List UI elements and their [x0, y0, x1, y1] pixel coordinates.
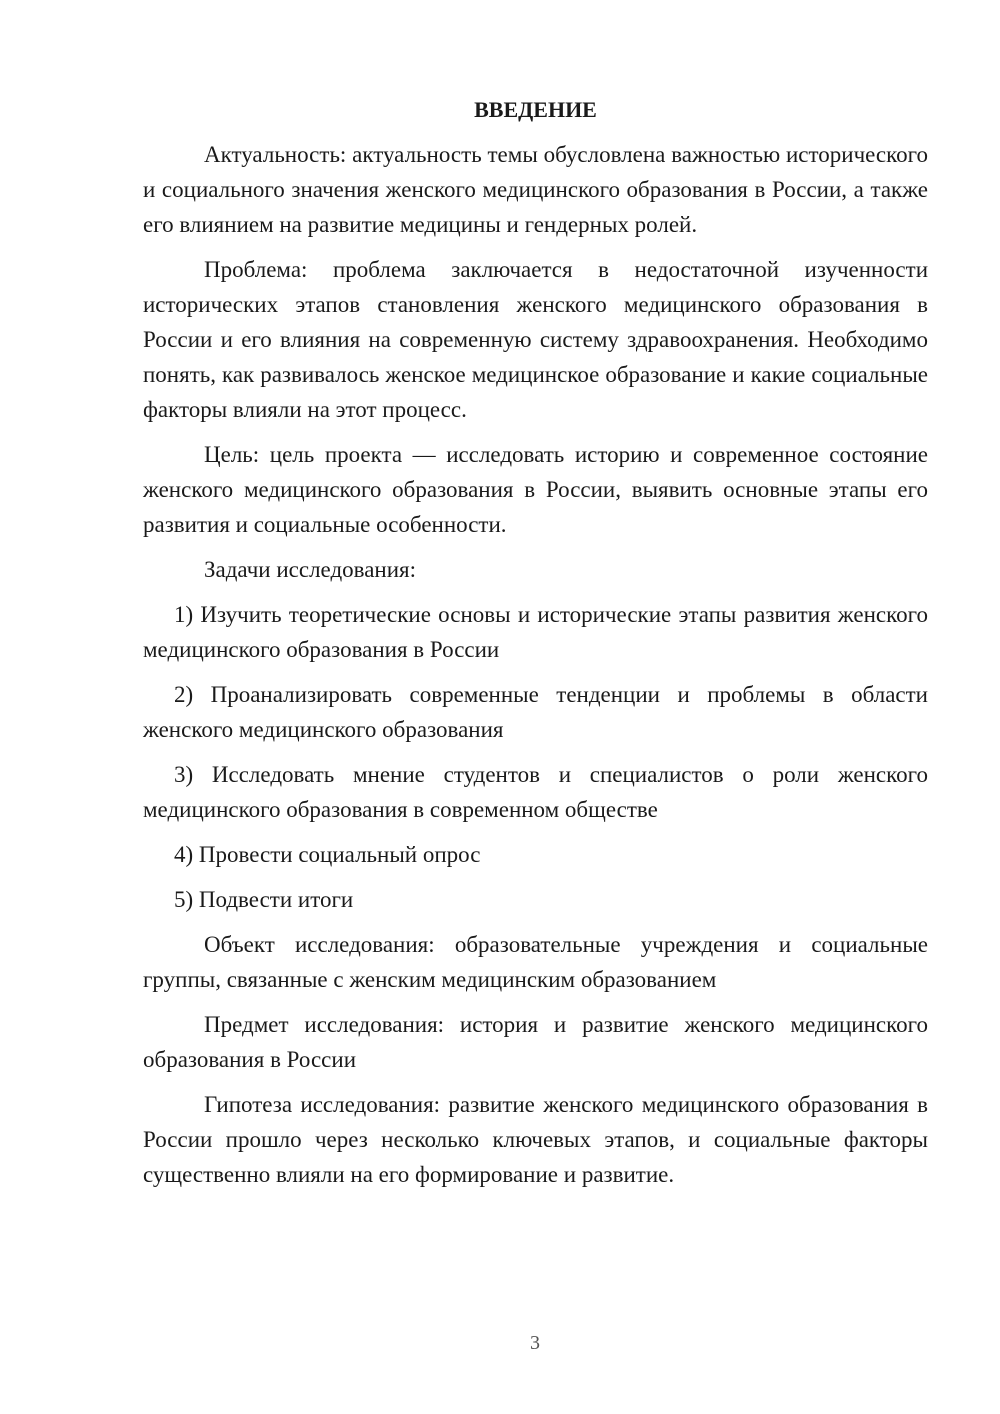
problem-paragraph: Проблема: проблема заключается в недостаточной изученности исторических этапов становления женского медицинского образования в России и его влияния на современную систему здравоохранения. Необходимо понять, как развивалось женское медицинское образование и какие социальные факторы влияли на этот процесс.: [143, 257, 928, 422]
subject-paragraph: Предмет исследования: история и развитие женского медицинского образования в России: [143, 1012, 928, 1072]
task-item-2: 2) Проанализировать современные тенденции и проблемы в области женского медицинского образования: [143, 682, 928, 742]
task-item-3: 3) Исследовать мнение студентов и специалистов о роли женского медицинского образования в современном обществе: [143, 762, 928, 822]
tasks-title: Задачи исследования:: [204, 557, 417, 582]
task-item-5: 5) Подвести итоги: [174, 887, 354, 912]
goal-paragraph: Цель: цель проекта — исследовать историю и современное состояние женского медицинского образования в России, выявить основные этапы его развития и социальные особенности.: [143, 442, 928, 537]
task-item-4: 4) Провести социальный опрос: [174, 842, 481, 867]
page-number: 3: [530, 1332, 540, 1354]
hypothesis-paragraph: Гипотеза исследования: развитие женского медицинского образования в России прошло через несколько ключевых этапов, и социальные факторы существенно влияли на его формирование и развитие.: [143, 1092, 928, 1187]
object-paragraph: Объект исследования: образовательные учреждения и социальные группы, связанные с женским медицинским образованием: [143, 932, 928, 992]
page-content: [143, 92, 928, 1202]
relevance-paragraph: Актуальность: актуальность темы обусловлена важностью исторического и социального значения женского медицинского образования в России, а также его влиянием на развитие медицины и гендерных ролей.: [143, 142, 928, 237]
section-heading: ВВЕДЕНИЕ: [474, 97, 597, 122]
task-item-1: 1) Изучить теоретические основы и исторические этапы развития женского медицинского образования в России: [143, 602, 928, 662]
